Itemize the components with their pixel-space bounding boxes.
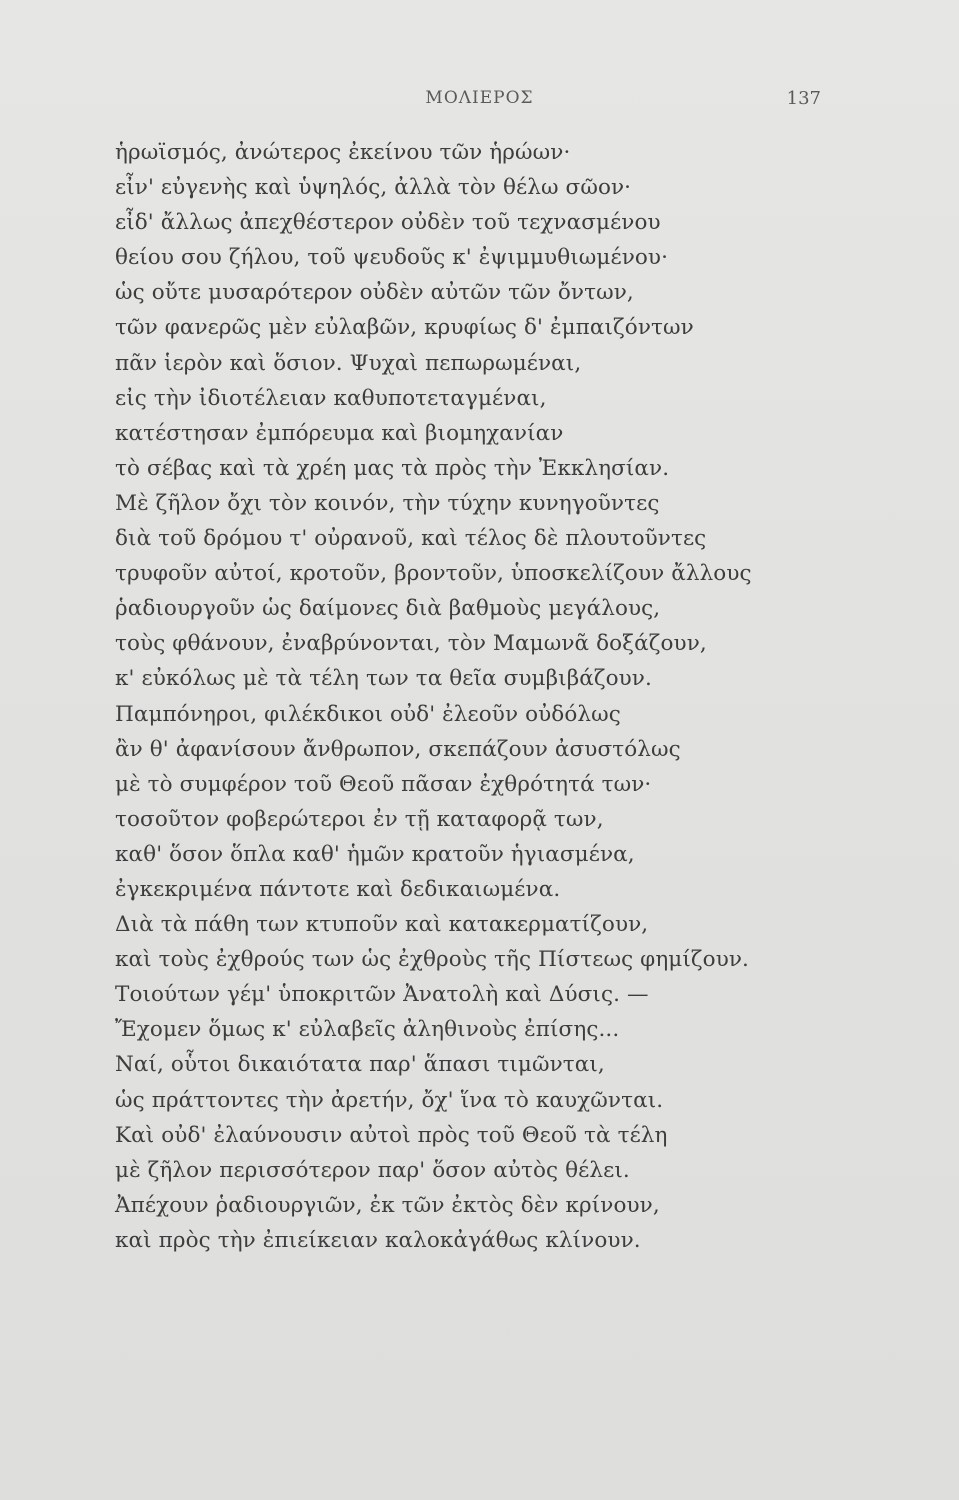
verse-line: πᾶν ἱερὸν καὶ ὅσιον. Ψυχαὶ πεπωρωμέναι, xyxy=(115,350,582,376)
verse-line: μὲ τὸ συμφέρον τοῦ Θεοῦ πᾶσαν ἐχθρότητά των· xyxy=(115,771,652,797)
verse-line: Ναί, οὗτοι δικαιότατα παρ' ἅπασι τιμῶνται, xyxy=(115,1052,605,1078)
verse-line: τρυφοῦν αὐτοί, κροτοῦν, βροντοῦν, ὑποσκελίζουν ἄλλους xyxy=(115,561,752,587)
verse-line: Διὰ τὰ πάθη των κτυποῦν καὶ κατακερματίζουν, xyxy=(115,912,649,938)
running-title: ΜΟΛΙΕΡΟΣ xyxy=(425,88,534,108)
verse-line: καθ' ὅσον ὅπλα καθ' ἡμῶν κρατοῦν ἡγιασμένα, xyxy=(115,841,635,867)
verse-line: κ' εὐκόλως μὲ τὰ τέλη των τα θεῖα συμβιβάζουν. xyxy=(115,666,652,692)
verse-line: τῶν φανερῶς μὲν εὐλαβῶν, κρυφίως δ' ἐμπαιζόντων xyxy=(115,315,694,341)
verse-line: εἰς τὴν ἰδιοτέλειαν καθυποτεταγμέναι, xyxy=(115,385,547,411)
verse-line: Τοιούτων γέμ' ὑποκριτῶν Ἀνατολὴ καὶ Δύσις. — xyxy=(115,982,649,1008)
verse-line: Ἔχομεν ὅμως κ' εὐλαβεῖς ἀληθινοὺς ἐπίσης... xyxy=(115,1017,620,1043)
verse-line: κατέστησαν ἐμπόρευμα καὶ βιομηχανίαν xyxy=(115,420,564,446)
verse-line: καὶ τοὺς ἐχθρούς των ὡς ἐχθροὺς τῆς Πίστεως φημίζουν. xyxy=(115,947,749,973)
verse-line: τὸ σέβας καὶ τὰ χρέη μας τὰ πρὸς τὴν Ἐκκλησίαν. xyxy=(115,455,670,481)
verse-line: διὰ τοῦ δρόμου τ' οὐρανοῦ, καὶ τέλος δὲ πλουτοῦντες xyxy=(115,526,707,552)
verse-line: Μὲ ζῆλον ὄχι τὸν κοινόν, τὴν τύχην κυνηγοῦντες xyxy=(115,490,660,516)
verse-line: τοὺς φθάνουν, ἐναβρύνονται, τὸν Μαμωνᾶ δοξάζουν, xyxy=(115,631,707,657)
page-number: 137 xyxy=(786,88,821,109)
verse-line: ὡς πράττοντες τὴν ἀρετήν, ὄχ' ἵνα τὸ καυχῶνται. xyxy=(115,1087,664,1113)
verse-line: καὶ πρὸς τὴν ἐπιείκειαν καλοκἀγάθως κλίνουν. xyxy=(115,1227,641,1253)
verse-line: ἐγκεκριμένα πάντοτε καὶ δεδικαιωμένα. xyxy=(115,876,561,902)
verse-line: ἡρωϊσμός, ἀνώτερος ἐκείνου τῶν ἡρώων· xyxy=(115,140,571,165)
verse-line: ἂν θ' ἀφανίσουν ἄνθρωπον, σκεπάζουν ἀσυστόλως xyxy=(115,736,681,762)
poem-text xyxy=(115,135,815,1258)
verse-line: εἶδ' ἄλλως ἀπεχθέστερον οὐδὲν τοῦ τεχνασμένου xyxy=(115,210,661,236)
verse-line: Ἀπέχουν ῥαδιουργιῶν, ἐκ τῶν ἐκτὸς δὲν κρίνουν, xyxy=(115,1192,660,1218)
verse-line: Παμπόνηροι, φιλέκδικοι οὐδ' ἐλεοῦν οὐδόλως xyxy=(115,701,621,727)
verse-line: τοσοῦτον φοβερώτεροι ἐν τῇ καταφορᾷ των, xyxy=(115,806,604,832)
verse-line: Καὶ οὐδ' ἐλαύνουσιν αὐτοὶ πρὸς τοῦ Θεοῦ τὰ τέλη xyxy=(115,1122,668,1148)
verse-line: ὡς οὔτε μυσαρότερον οὐδὲν αὐτῶν τῶν ὄντων, xyxy=(115,280,634,306)
verse-line: εἶν' εὐγενὴς καὶ ὑψηλός, ἀλλὰ τὸν θέλω σῶον· xyxy=(115,175,632,201)
verse-line: ῥαδιουργοῦν ὡς δαίμονες διὰ βαθμοὺς μεγάλους, xyxy=(115,596,661,622)
verse-line: θείου σου ζήλου, τοῦ ψευδοῦς κ' ἐψιμμυθιωμένου· xyxy=(115,245,669,271)
verse-line: μὲ ζῆλον περισσότερον παρ' ὅσον αὐτὸς θέλει. xyxy=(115,1157,630,1183)
